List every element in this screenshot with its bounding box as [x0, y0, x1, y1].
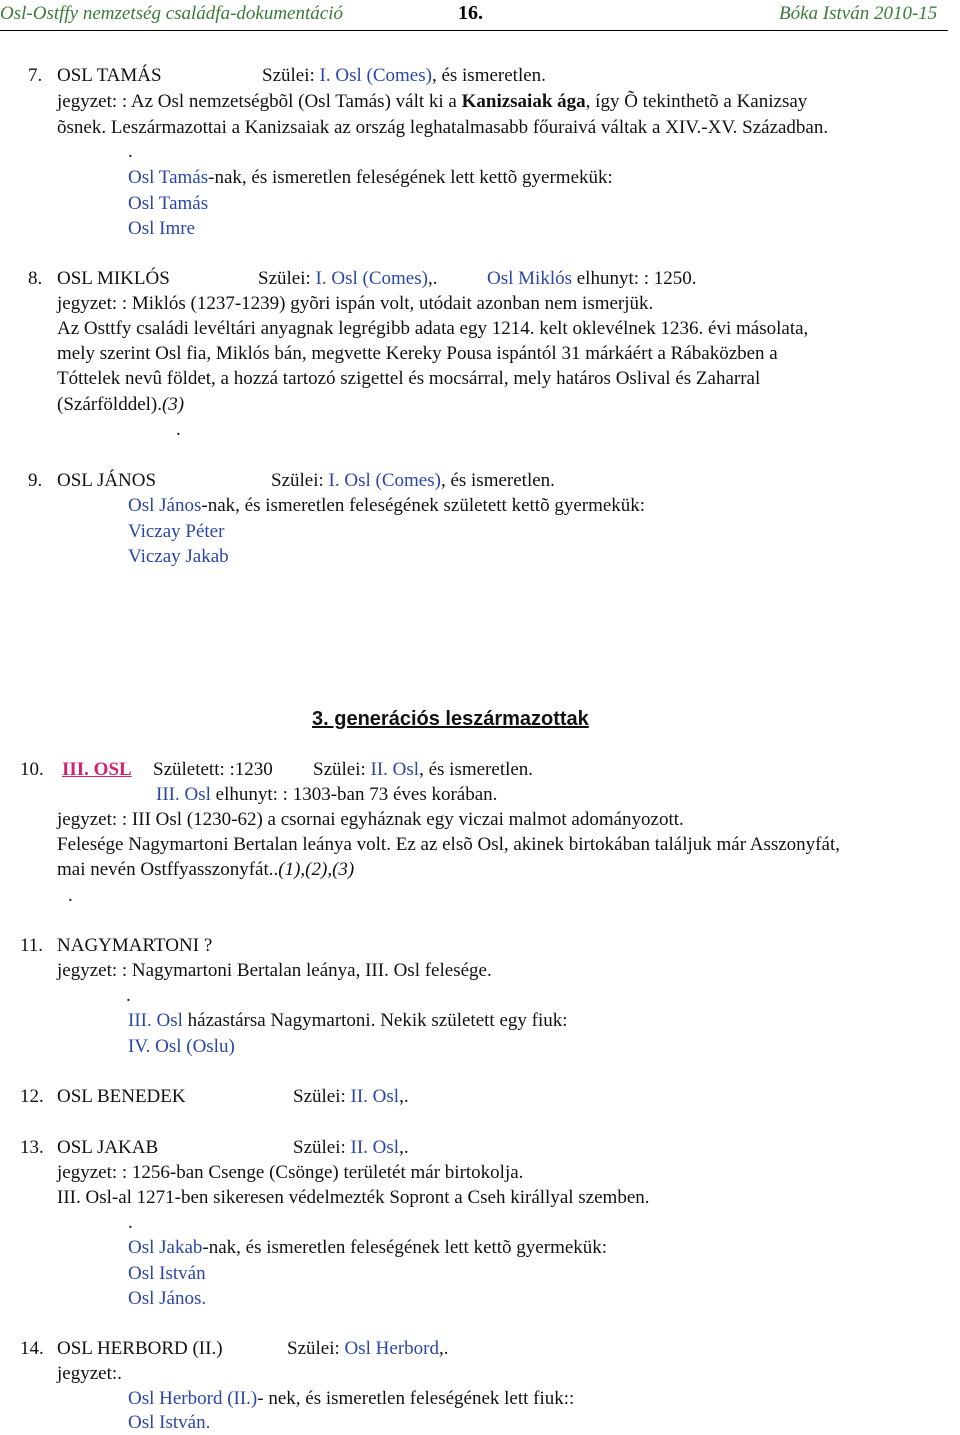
note-line: mely szerint Osl fia, Miklós bán, megvette Kereky Pousa ispántól 31 márkáért a Rábaközben a: [57, 343, 778, 364]
person-link[interactable]: Osl Jakab: [128, 1237, 203, 1258]
child-link[interactable]: Viczay Péter: [128, 521, 225, 542]
separator-dot: .: [176, 419, 181, 440]
parent-link[interactable]: I. Osl (Comes): [315, 268, 428, 289]
note-line: mai nevén Ostffyasszonyfát..(1),(2),(3): [57, 859, 355, 880]
parents-line: Szülei: II. Osl,.: [293, 1086, 409, 1107]
note-line: jegyzet: : Nagymartoni Bertalan leánya, III. Osl felesége.: [57, 960, 492, 981]
child-link[interactable]: Viczay Jakab: [128, 546, 229, 567]
parents-line: Szülei: I. Osl (Comes), és ismeretlen.: [262, 65, 546, 86]
author-date: Bóka István 2010-15: [779, 3, 938, 24]
child-link[interactable]: Osl Tamás: [128, 193, 209, 214]
note-line: III. Osl-al 1271-ben sikeresen védelmezték Sopront a Cseh királlyal szemben.: [57, 1187, 650, 1208]
children-line: Osl János-nak, és ismeretlen feleségének született kettõ gyermekük:: [128, 495, 646, 516]
death-line: III. Osl elhunyt: : 1303-ban 73 éves korában.: [156, 784, 498, 805]
parent-link[interactable]: I. Osl (Comes): [319, 65, 432, 86]
person-link[interactable]: Osl Miklós: [487, 268, 572, 289]
note-line: Az Osttfy családi levéltári anyagnak legrégibb adata egy 1214. kelt oklevélnek 1236. évi másolata,: [57, 318, 809, 339]
note-line: jegyzet: : 1256-ban Csenge (Csönge) területét már birtokolja.: [57, 1162, 524, 1183]
entry-number: 7.: [28, 65, 43, 86]
parent-link[interactable]: II. Osl: [370, 759, 420, 780]
note-line: Felesége Nagymartoni Bertalan leánya volt. Ez az elsõ Osl, akinek birtokában találjuk már Asszonyfát,: [57, 834, 840, 855]
parent-link[interactable]: Osl Herbord: [344, 1338, 439, 1359]
note-line: jegyzet: : Miklós (1237-1239) gyõri ispán volt, utódait azonban nem ismerjük.: [57, 293, 654, 314]
reference-mark: (1),(2),(3): [278, 859, 355, 880]
separator-dot: .: [128, 1212, 133, 1233]
parents-line: Szülei: II. Osl, és ismeretlen.: [313, 759, 534, 780]
entry-name: OSL HERBORD (II.): [57, 1338, 223, 1359]
entry-name: OSL JÁNOS: [57, 470, 157, 491]
entry-name: OSL MIKLÓS: [57, 268, 170, 289]
parents-line: Szülei: II. Osl,.: [293, 1137, 409, 1158]
note-line: Tóttelek nevû földet, a hozzá tartozó szigettel és mocsárral, mely határos Oslival és Zaharral: [57, 368, 761, 389]
child-link[interactable]: IV. Osl (Oslu): [128, 1036, 235, 1057]
separator-dot: .: [126, 985, 131, 1006]
parent-link[interactable]: II. Osl: [350, 1137, 400, 1158]
page-header: [0, 0, 948, 31]
note-line: (Szárfölddel).(3): [57, 394, 185, 415]
separator-dot: .: [128, 141, 133, 162]
children-line: Osl Jakab-nak, és ismeretlen feleségének lett kettõ gyermekük:: [128, 1237, 608, 1258]
reference-mark: (3): [161, 394, 185, 415]
person-link[interactable]: III. Osl: [128, 1010, 183, 1031]
entry-number: 13.: [20, 1137, 44, 1158]
entry-number: 14.: [20, 1338, 44, 1359]
entry-number: 10.: [20, 759, 44, 780]
person-link[interactable]: Osl János: [128, 495, 202, 516]
entry-name: OSL BENEDEK: [57, 1086, 186, 1107]
parents-line: Szülei: Osl Herbord,.: [287, 1338, 449, 1359]
parents-line: Szülei: I. Osl (Comes),.: [258, 268, 438, 289]
person-link[interactable]: Osl Tamás: [128, 167, 209, 188]
note-line: õsnek. Leszármazottai a Kanizsaiak az ország leghatalmasabb főuraivá váltak a XIV.-XV. Században.: [57, 117, 829, 138]
entry-name: OSL JAKAB: [57, 1137, 159, 1158]
document-title: Osl-Ostffy nemzetség családfa-dokumentáció: [0, 3, 343, 24]
parent-link[interactable]: I. Osl (Comes): [328, 470, 441, 491]
person-link[interactable]: Osl Herbord (II.): [128, 1388, 258, 1409]
note-line: jegyzet: : Az Osl nemzetségbõl (Osl Tamás) vált ki a Kanizsaiak ága, így Õ tekinthetõ a Kanizsay: [57, 91, 808, 112]
child-link[interactable]: Osl István.: [128, 1412, 211, 1433]
note-line: jegyzet:.: [57, 1363, 122, 1384]
child-link[interactable]: Osl István: [128, 1263, 206, 1284]
entry-number: 9.: [28, 470, 43, 491]
entry-name-link[interactable]: III. OSL: [62, 759, 132, 780]
children-line: III. Osl házastársa Nagymartoni. Nekik született egy fiuk:: [128, 1010, 568, 1031]
entry-name: OSL TAMÁS: [57, 65, 162, 86]
child-link[interactable]: Osl Imre: [128, 218, 196, 239]
death-line: Osl Miklós elhunyt: : 1250.: [487, 268, 697, 289]
generation-heading: 3. generációs leszármazottak: [312, 708, 589, 730]
separator-dot: .: [68, 885, 73, 906]
entry-number: 8.: [28, 268, 43, 289]
entry-number: 11.: [20, 935, 44, 956]
child-link[interactable]: Osl János.: [128, 1288, 207, 1309]
page-number: 16.: [458, 2, 483, 24]
parent-link[interactable]: II. Osl: [350, 1086, 400, 1107]
entry-number: 12.: [20, 1086, 44, 1107]
children-line: Osl Tamás-nak, és ismeretlen feleségének lett kettõ gyermekük:: [128, 167, 613, 188]
entry-name: NAGYMARTONI ?: [57, 935, 213, 956]
parents-line: Szülei: I. Osl (Comes), és ismeretlen.: [271, 470, 555, 491]
birth-line: Született: :1230: [153, 759, 273, 780]
note-line: jegyzet: : III Osl (1230-62) a csornai egyháznak egy viczai malmot adományozott.: [57, 809, 684, 830]
person-link[interactable]: III. Osl: [156, 784, 211, 805]
children-line: Osl Herbord (II.)- nek, és ismeretlen feleségének lett fiuk::: [128, 1388, 575, 1409]
